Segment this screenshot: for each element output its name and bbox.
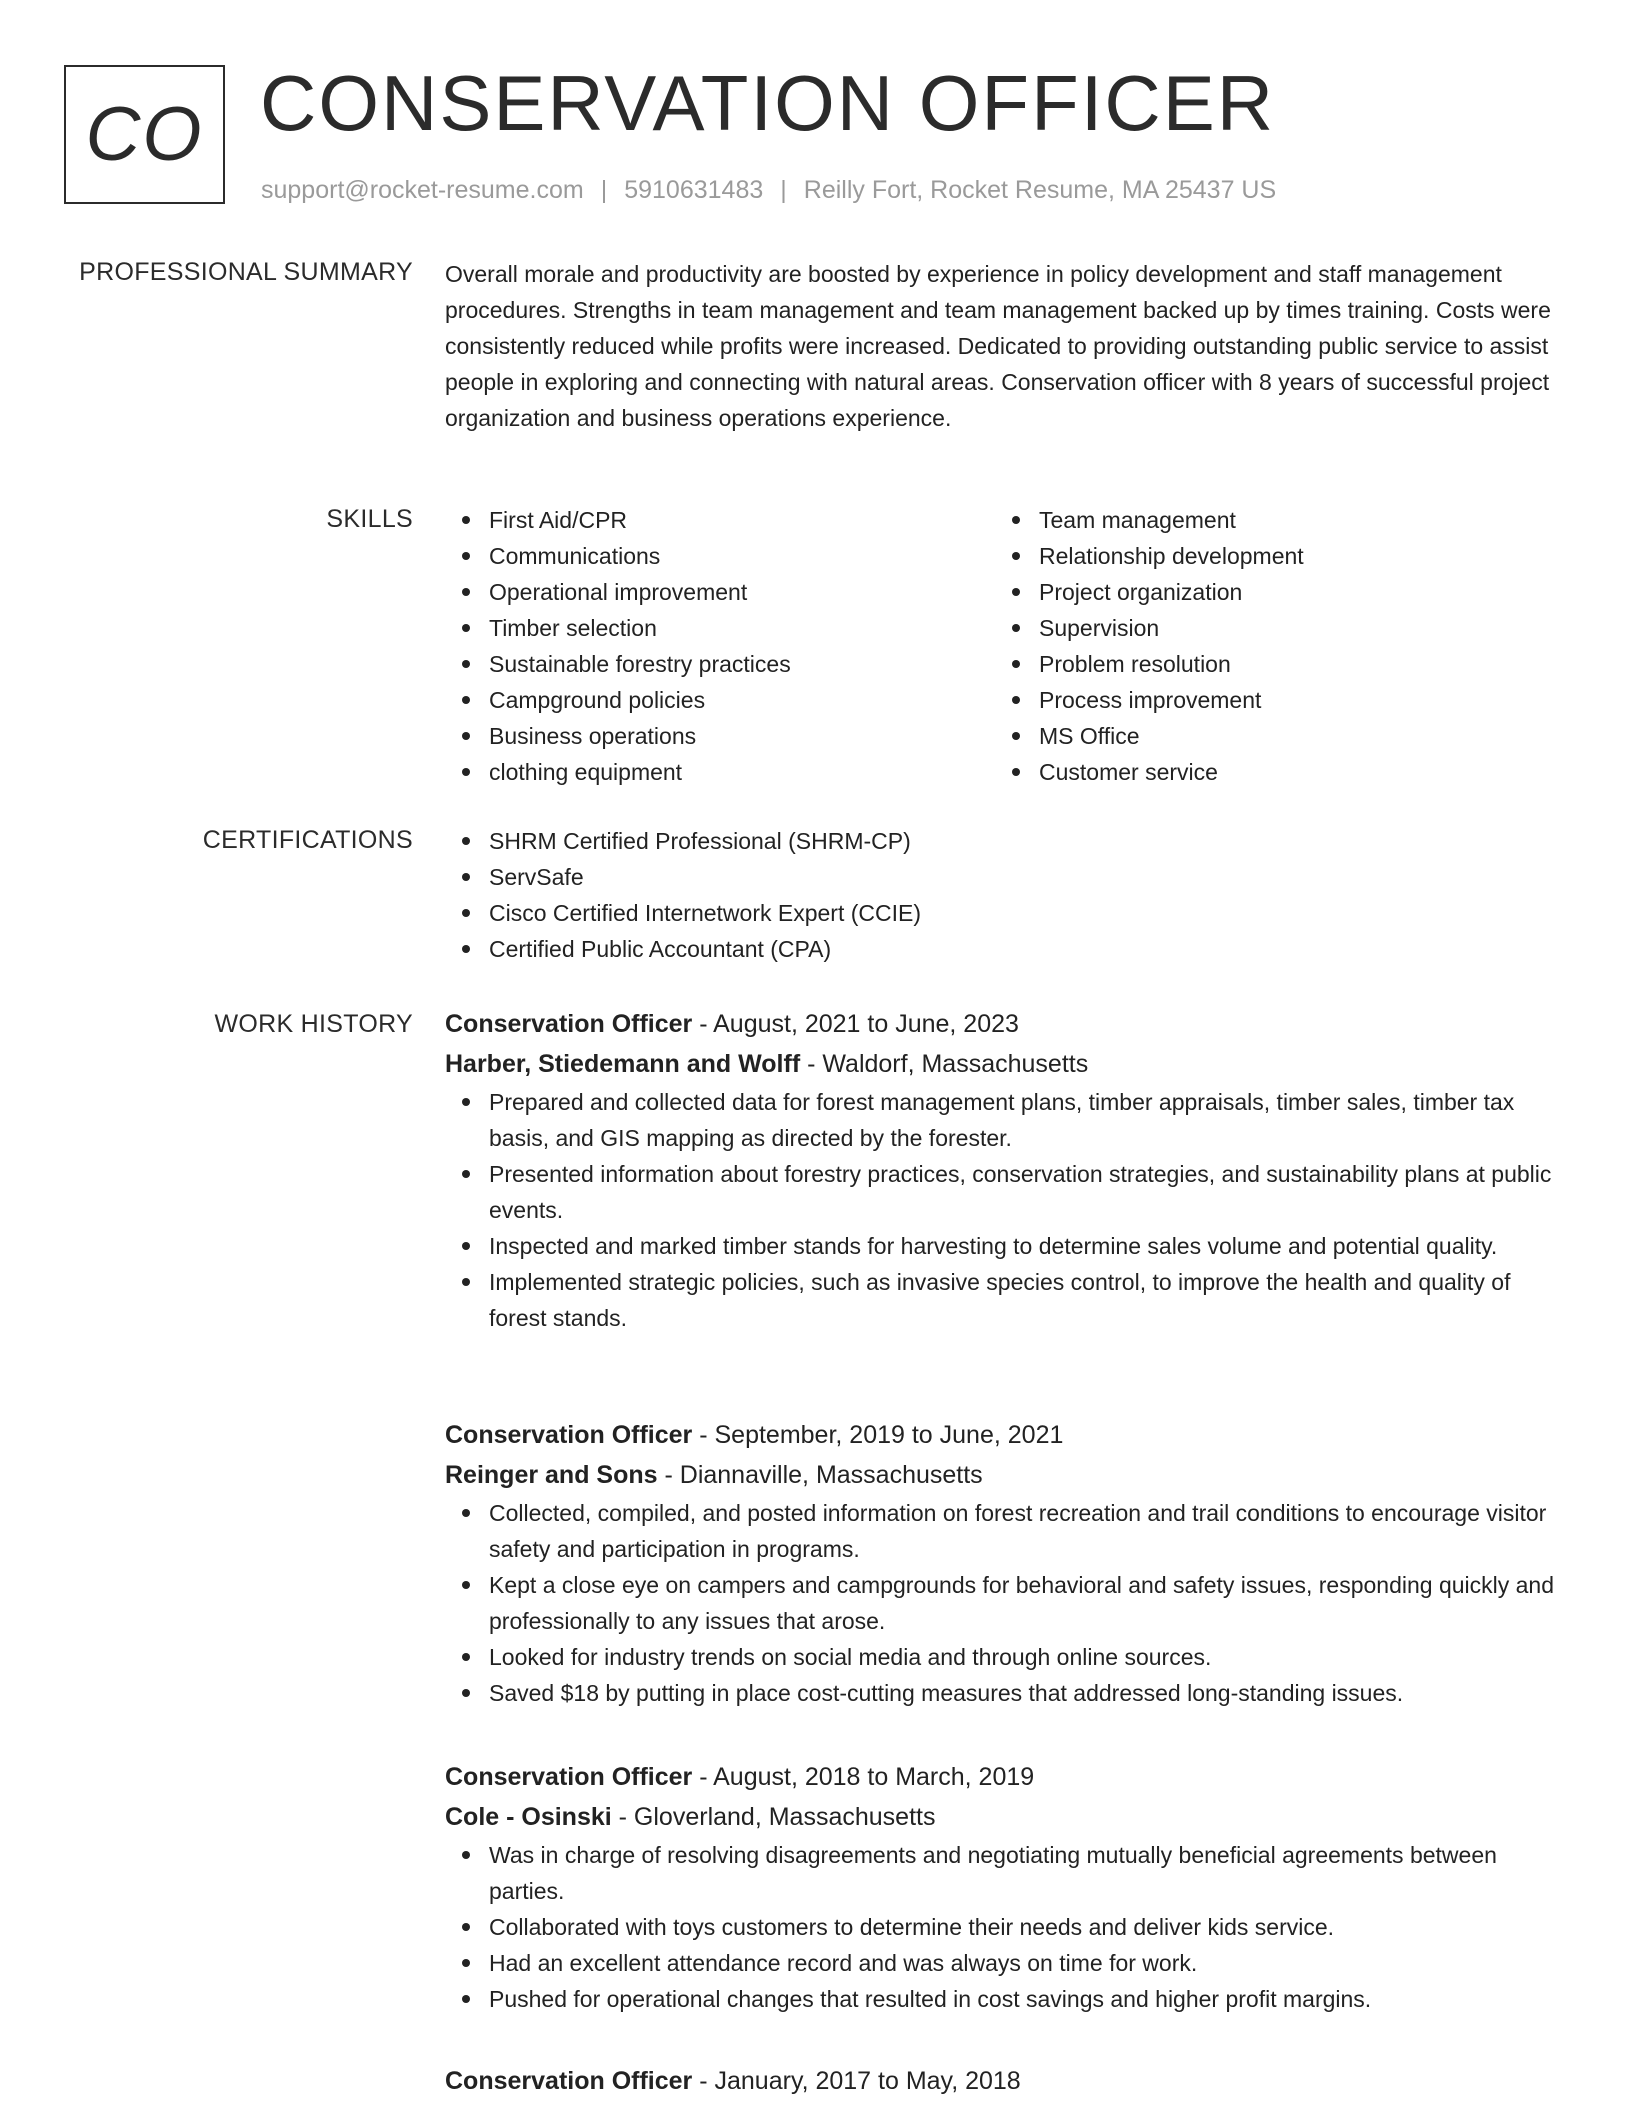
skills-list-right [995, 502, 1535, 790]
list-item: Campground policies [445, 682, 985, 718]
job-entry [445, 2061, 1565, 2101]
list-item: Presented information about forestry practices, conservation strategies, and sustainability plans at public events. [445, 1156, 1565, 1228]
job-title: Conservation Officer [445, 1421, 693, 1449]
job-title: Conservation Officer [445, 1763, 693, 1791]
job-title: Conservation Officer [445, 1010, 693, 1038]
list-item: Kept a close eye on campers and campgrounds for behavioral and safety issues, responding quickly and professionally to any issues that arose. [445, 1567, 1565, 1639]
job-title-line [445, 2061, 1565, 2101]
contact-address: Reilly Fort, Rocket Resume, MA 25437 US [803, 176, 1277, 204]
job-location: - Waldorf, Massachusetts [800, 1050, 1089, 1078]
section-label-skills: SKILLS [326, 505, 413, 533]
section-label-work-history: WORK HISTORY [214, 1010, 413, 1038]
list-item: MS Office [995, 718, 1535, 754]
list-item: Inspected and marked timber stands for harvesting to determine sales volume and potential quality. [445, 1228, 1565, 1264]
contact-separator: | [780, 176, 787, 204]
list-item: Pushed for operational changes that resulted in cost savings and higher profit margins. [445, 1981, 1565, 2017]
job-bullets [445, 1837, 1565, 2017]
list-item: Cisco Certified Internetwork Expert (CCIE) [445, 895, 1565, 931]
list-item: Project organization [995, 574, 1535, 610]
certifications-section [445, 823, 1565, 967]
list-item: Customer service [995, 754, 1535, 790]
list-item: Sustainable forestry practices [445, 646, 985, 682]
job-entry [445, 1004, 1565, 1336]
section-label-summary: PROFESSIONAL SUMMARY [79, 258, 413, 286]
list-item: clothing equipment [445, 754, 985, 790]
list-item: Prepared and collected data for forest management plans, timber appraisals, timber sales, timber tax basis, and GIS mapping as directed by the forester. [445, 1084, 1565, 1156]
list-item: Saved $18 by putting in place cost-cutting measures that addressed long-standing issues. [445, 1675, 1565, 1711]
section-label-certifications: CERTIFICATIONS [202, 826, 413, 854]
list-item: ServSafe [445, 859, 1565, 895]
list-item: Looked for industry trends on social media and through online sources. [445, 1639, 1565, 1675]
list-item: Problem resolution [995, 646, 1535, 682]
job-dates: - September, 2019 to June, 2021 [692, 1421, 1064, 1449]
contact-line [261, 174, 1276, 206]
job-bullets [445, 1495, 1565, 1711]
job-dates: - January, 2017 to May, 2018 [692, 2067, 1021, 2095]
list-item: Implemented strategic policies, such as invasive species control, to improve the health and quality of forest stands. [445, 1264, 1565, 1336]
skills-list-left [445, 502, 985, 790]
job-company: Reinger and Sons [445, 1461, 658, 1489]
certifications-list [445, 823, 1565, 967]
job-company: Cole - Osinski [445, 1803, 612, 1831]
job-bullets [445, 1084, 1565, 1336]
job-dates: - August, 2018 to March, 2019 [692, 1763, 1035, 1791]
list-item: Team management [995, 502, 1535, 538]
summary-section [445, 256, 1565, 436]
contact-phone[interactable]: 5910631483 [624, 176, 764, 204]
job-company-line [445, 1797, 1565, 1837]
list-item: First Aid/CPR [445, 502, 985, 538]
job-dates: - August, 2021 to June, 2023 [692, 1010, 1019, 1038]
job-title-line [445, 1004, 1565, 1044]
job-location: - Gloverland, Massachusetts [611, 1803, 936, 1831]
job-entry [445, 1415, 1565, 1711]
list-item: SHRM Certified Professional (SHRM-CP) [445, 823, 1565, 859]
job-title: Conservation Officer [445, 2067, 693, 2095]
list-item: Timber selection [445, 610, 985, 646]
job-location: - Diannaville, Massachusetts [657, 1461, 983, 1489]
job-title-line [445, 1415, 1565, 1455]
job-company-line [445, 1044, 1565, 1084]
list-item: Relationship development [995, 538, 1535, 574]
monogram-badge: CO [64, 65, 225, 204]
list-item: Had an excellent attendance record and was always on time for work. [445, 1945, 1565, 1981]
contact-email[interactable]: support@rocket-resume.com [261, 176, 584, 204]
list-item: Was in charge of resolving disagreements and negotiating mutually beneficial agreements between parties. [445, 1837, 1565, 1909]
job-company-line [445, 1455, 1565, 1495]
job-title-line [445, 1757, 1565, 1797]
summary-text: Overall morale and productivity are boosted by experience in policy development and staff management procedures. Strengths in team management and team management backed up by times training. Costs were consistently reduced while profits were increased. Dedicated to providing outstanding public service to assist people in exploring and connecting with natural areas. Conservation officer with 8 years of successful project organization and business operations experience. [445, 261, 1551, 431]
job-company: Harber, Stiedemann and Wolff [445, 1050, 801, 1078]
list-item: Collaborated with toys customers to determine their needs and deliver kids service. [445, 1909, 1565, 1945]
list-item: Collected, compiled, and posted information on forest recreation and trail conditions to encourage visitor safety and participation in programs. [445, 1495, 1565, 1567]
skills-section [445, 502, 1565, 792]
page-title: CONSERVATION OFFICER [260, 59, 1276, 147]
list-item: Process improvement [995, 682, 1535, 718]
list-item: Operational improvement [445, 574, 985, 610]
list-item: Certified Public Accountant (CPA) [445, 931, 1565, 967]
list-item: Supervision [995, 610, 1535, 646]
job-entry [445, 1757, 1565, 2017]
list-item: Business operations [445, 718, 985, 754]
contact-separator: | [600, 176, 608, 204]
list-item: Communications [445, 538, 985, 574]
